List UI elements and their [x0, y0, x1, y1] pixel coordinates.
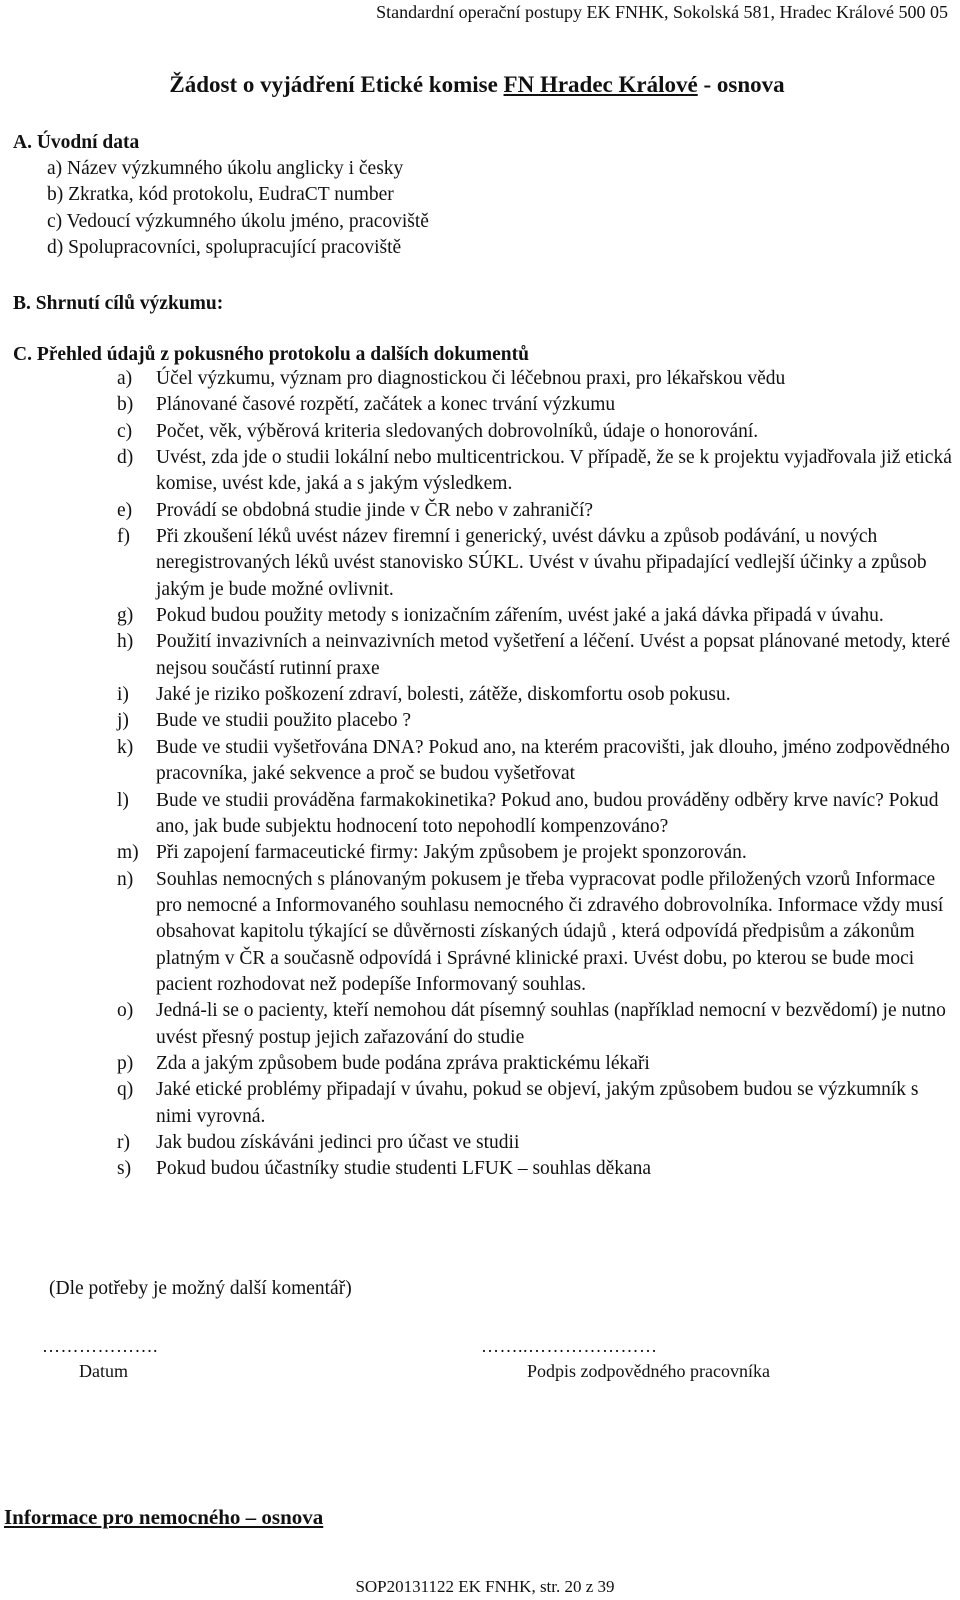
item-text: Zda a jakým způsobem bude podána zpráva praktickému lékaři: [156, 1052, 650, 1074]
section-a-item: d) Spolupracovníci, spolupracující pracoviště: [47, 236, 402, 258]
item-text: Při zkoušení léků uvést název firemní i generický, uvést dávku a způsob podávání, u nových neregistrovaných léků uvést stanovisko SÚKL. Uvést v úvahu připadající vedlejší účinky a způsob jakým je bude možné ovlivnit.: [156, 526, 927, 600]
section-c-item: [0, 419, 960, 445]
item-label: i): [117, 684, 129, 706]
item-label: g): [117, 605, 134, 627]
item-label: j): [117, 710, 129, 732]
section-c-item: [0, 708, 960, 734]
item-label: d): [117, 447, 134, 469]
item-label: e): [117, 499, 133, 521]
section-c-list: [0, 366, 960, 1183]
item-text: Bude ve studii prováděna farmakokinetika? Pokud ano, budou prováděny odběry krve navíc? Pokud ano, jak bude subjektu hodnocení toto nepohodlí kompenzováno?: [156, 789, 939, 837]
section-c-heading: C. Přehled údajů z pokusného protokolu a dalších dokumentů: [13, 344, 529, 365]
item-label: l): [117, 789, 129, 811]
section-c-item: [0, 682, 960, 708]
title-part-1: Žádost o vyjádření Etické komise: [169, 72, 504, 97]
section-c-item: [0, 498, 960, 524]
item-text: Při zapojení farmaceutické firmy: Jakým způsobem je projekt sponzorován.: [156, 842, 747, 864]
document-title: [0, 72, 948, 98]
signature-label: Podpis zodpovědného pracovníka: [527, 1361, 770, 1381]
item-text: Bude ve studii použito placebo ?: [156, 710, 412, 732]
section-c-item: [0, 735, 960, 788]
item-text: Bude ve studii vyšetřována DNA? Pokud ano, na kterém pracovišti, jak dlouho, jméno zodpovědného pracovníka, jaké sekvence a proč se budou vyšetřovat: [156, 736, 950, 785]
section-c-item: [0, 366, 960, 392]
page-header: Standardní operační postupy EK FNHK, Sokolská 581, Hradec Králové 500 05: [376, 2, 948, 22]
section-c-item: [0, 1077, 960, 1130]
item-label: s): [117, 1158, 132, 1180]
item-label: c): [117, 420, 133, 442]
section-c-item: [0, 603, 960, 629]
date-label: Datum: [79, 1361, 128, 1381]
item-text: Souhlas nemocných s plánovaným pokusem je třeba vypracovat podle přiložených vzorů Informace pro nemocné a Informovaného souhlasu nemocného či zdravého dobrovolníka. Informace vždy musí obsahovat kapitolu týkající se důvěrnosti získaných údajů , která odpovídá předpisům a zákonům platným v ČR a současně odpovídá i Správné klinické praxi. Uvést dobu, po kterou se bude moci pacient rozhodovat než podepíše Informovaný souhlas.: [156, 868, 944, 995]
section-c-item: [0, 1051, 960, 1077]
item-label: n): [117, 868, 134, 890]
page-footer: SOP20131122 EK FNHK, str. 20 z 39: [355, 1577, 615, 1596]
section-c-item: [0, 629, 960, 682]
item-text: Použití invazivních a neinvazivních metod vyšetření a léčení. Uvést a popsat plánované metody, které nejsou součástí rutinní praxe: [156, 631, 951, 679]
section-b-heading: B. Shrnutí cílů výzkumu:: [13, 293, 224, 314]
date-dotted-line: ……………….: [42, 1336, 158, 1356]
item-label: o): [117, 1000, 134, 1022]
item-label: h): [117, 631, 134, 653]
additional-comment-note: (Dle potřeby je možný další komentář): [49, 1278, 352, 1299]
item-label: q): [117, 1079, 134, 1101]
item-text: Plánované časové rozpětí, začátek a konec trvání výzkumu: [156, 394, 616, 416]
section-a-item: c) Vedoucí výzkumného úkolu jméno, pracoviště: [47, 210, 429, 232]
section-a-item: a) Název výzkumného úkolu anglicky i česky: [47, 158, 404, 179]
item-text: Uvést, zda jde o studii lokální nebo multicentrickou. V případě, že se k projektu vyjadřovala již etická komise, uvést kde, jaká a s jakým výsledkem.: [156, 447, 952, 495]
section-c-item: [0, 998, 960, 1051]
section-a-list: [47, 156, 429, 261]
item-text: Jaké etické problémy připadají v úvahu, pokud se objeví, jakým způsobem budou se výzkumník s nimi vyrovná.: [156, 1079, 919, 1127]
section-c-item: [0, 392, 960, 418]
title-part-3: - osnova: [697, 72, 785, 97]
item-label: b): [117, 394, 134, 416]
item-label: a): [117, 368, 133, 389]
item-label: m): [117, 842, 139, 864]
item-text: Jak budou získáváni jedinci pro účast ve studii: [156, 1131, 520, 1153]
section-c-item: [0, 788, 960, 841]
item-text: Pokud budou použity metody s ionizačním zářením, uvést jaké a jaká dávka připadá v úvahu.: [156, 605, 884, 627]
section-c-item: [0, 1156, 960, 1182]
signature-dotted-line: ……..…………………: [481, 1336, 658, 1356]
section-a-item: b) Zkratka, kód protokolu, EudraCT number: [47, 184, 394, 206]
item-label: f): [117, 526, 130, 548]
item-text: Pokud budou účastníky studie studenti LFUK – souhlas děkana: [156, 1158, 652, 1180]
section-c-item: [0, 867, 960, 999]
item-label: k): [117, 736, 134, 758]
item-text: Počet, věk, výběrová kriteria sledovaných dobrovolníků, údaje o honorování.: [156, 420, 759, 442]
item-text: Jaké je riziko poškození zdraví, bolesti, zátěže, diskomfortu osob pokusu.: [156, 684, 731, 706]
item-text: Provádí se obdobná studie jinde v ČR nebo v zahraničí?: [156, 499, 594, 521]
section-c-item: [0, 840, 960, 866]
item-text: Jedná-li se o pacienty, kteří nemohou dát písemný souhlas (například nemocní v bezvědomí) je nutno uvést přesný postup jejich zařazování do studie: [156, 1000, 946, 1048]
section-a-heading: A. Úvodní data: [13, 132, 140, 153]
section-c-item: [0, 524, 960, 603]
item-text: Účel výzkumu, význam pro diagnostickou či léčebnou praxi, pro lékařskou vědu: [156, 368, 786, 389]
patient-info-title: Informace pro nemocného – osnova: [4, 1505, 324, 1529]
section-c-item: [0, 1130, 960, 1156]
item-label: p): [117, 1052, 134, 1074]
item-label: r): [117, 1131, 130, 1153]
section-c-item: [0, 445, 960, 498]
title-part-2: FN Hradec Králové: [503, 72, 698, 97]
